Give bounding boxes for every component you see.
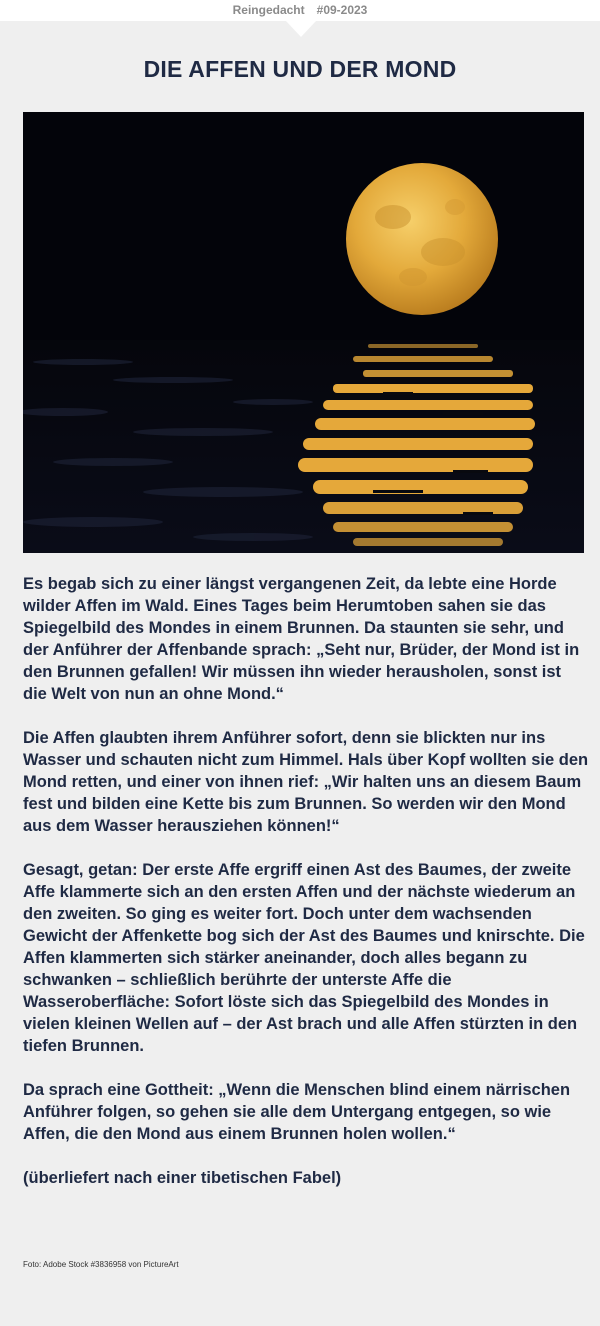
issue-number: #09-2023 [316,3,368,17]
article-title: DIE AFFEN UND DER MOND [143,56,457,82]
paragraph-3: Gesagt, getan: Der erste Affe ergriff einen Ast des Baumes, der zweite Affe klammerte sich an den ersten Affen und der nächste wiederum an den zweiten. So ging es weiter fort. Doch unter dem wachsenden Gewicht der Affenkette bog sich der Ast des Baumes und knirschte. Die Affen klammerten sich stärker aneinander, doch alles begann zu schwanken – schließlich berührte der unterste Affe die Wasseroberfläche: Sofort löste sich das Spiegelbild des Mondes in vielen kleinen Wellen auf – der Ast brach und alle Affen stürzten in den tiefen Brunnen. [23,861,585,1055]
paragraph-4: Da sprach eine Gottheit: „Wenn die Menschen blind einem närrischen Anführer folgen, so gehen sie alle dem Untergang entgegen, so wie Affen, die den Mond aus einem Brunnen holen wollen.“ [23,1081,571,1143]
header-notch [286,21,316,37]
issue-header [0,0,600,21]
article-body [23,573,589,1211]
moon-over-water-illustration [23,112,584,553]
paragraph-2: Die Affen glaubten ihrem Anführer sofort, denn sie blickten nur ins Wasser und schauten nicht zum Himmel. Hals über Kopf wollten sie den Mond retten, und einer von ihnen rief: „Wir halten uns an diesem Baum fest und bilden eine Kette bis zum Brunnen. So werden wir den Mond aus dem Wasser herausziehen können!“ [23,729,589,835]
moon [346,163,498,315]
moon-photo [23,112,584,553]
paragraph-1: Es begab sich zu einer längst vergangenen Zeit, da lebte eine Horde wilder Affen im Wald. Eines Tages beim Herumtoben sahen sie das Spiegelbild des Mondes in einem Brunnen. Da staunten sie sehr, und der Anführer der Affenbande sprach: „Seht nur, Brüder, der Mond ist in den Brunnen gefallen! Wir müssen ihn wieder herausholen, sonst ist die Welt von nun an ohne Mond.“ [23,575,580,703]
section-name: Reingedacht [232,3,305,17]
source-note: (überliefert nach einer tibetischen Fabel) [23,1169,342,1187]
photo-credit: Foto: Adobe Stock #3836958 von PictureArt [23,1260,179,1269]
